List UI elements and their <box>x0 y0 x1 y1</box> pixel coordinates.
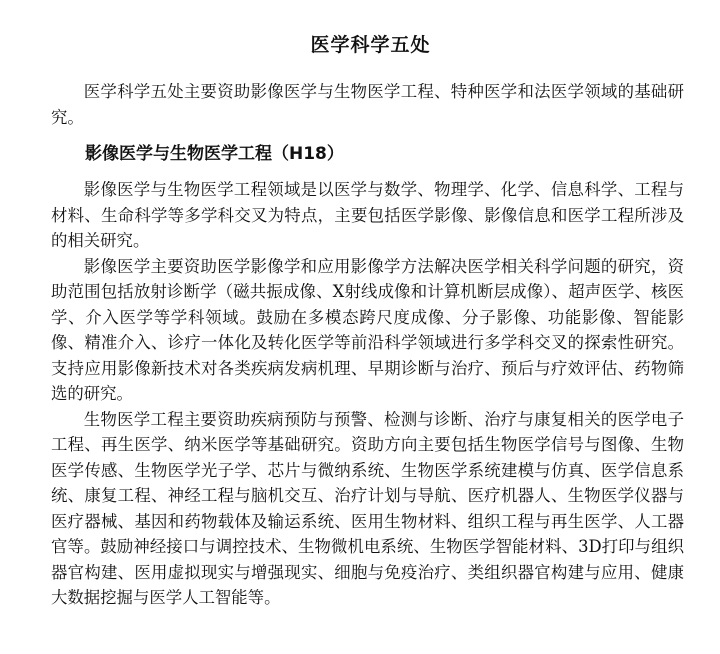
section-heading: 影像医学与生物医学工程（H18） <box>85 144 344 164</box>
page-title: 医学科学五处 <box>310 34 431 56</box>
section-paragraph-2: 影像医学主要资助医学影像学和应用影像学方法解决医学相关科学问题的研究，资助范围包括放射诊断学（磁共振成像、X射线成像和计算机断层成像）、超声医学、核医学、介入医学等学科领域。鼓励在多模态跨尺度成像、分子影像、功能影像、智能影像、精准介入、诊疗一体化及转化医学等前沿科学领域进行多学科交叉的探索性研究。支持应用影像新技术对各类疾病发病机理、早期诊断与治疗、预后与疗效评估、药物筛选的研究。 <box>51 256 684 403</box>
section-paragraph-1: 影像医学与生物医学工程领域是以医学与数学、物理学、化学、信息科学、工程与材料、生命科学等多学科交叉为特点，主要包括医学影像、影像信息和医学工程所涉及的相关研究。 <box>51 180 684 250</box>
section-paragraph-3: 生物医学工程主要资助疾病预防与预警、检测与诊断、治疗与康复相关的医学电子工程、再生医学、纳米医学等基础研究。资助方向主要包括生物医学信号与图像、生物医学传感、生物医学光子学、芯片与微纳系统、生物医学系统建模与仿真、医学信息系统、康复工程、神经工程与脑机交互、治疗计划与导航、医疗机器人、生物医学仪器与医疗器械、基因和药物载体及输运系统、医用生物材料、组织工程与再生医学、人工器官等。鼓励神经接口与调控技术、生物微机电系统、生物医学智能材料、3D打印与组织器官构建、医用虚拟现实与增强现实、细胞与免疫治疗、类组织器官构建与应用、健康大数据挖掘与医学人工智能等。 <box>51 409 684 607</box>
intro-paragraph: 医学科学五处主要资助影像医学与生物医学工程、特种医学和法医学领域的基础研究。 <box>51 82 684 127</box>
